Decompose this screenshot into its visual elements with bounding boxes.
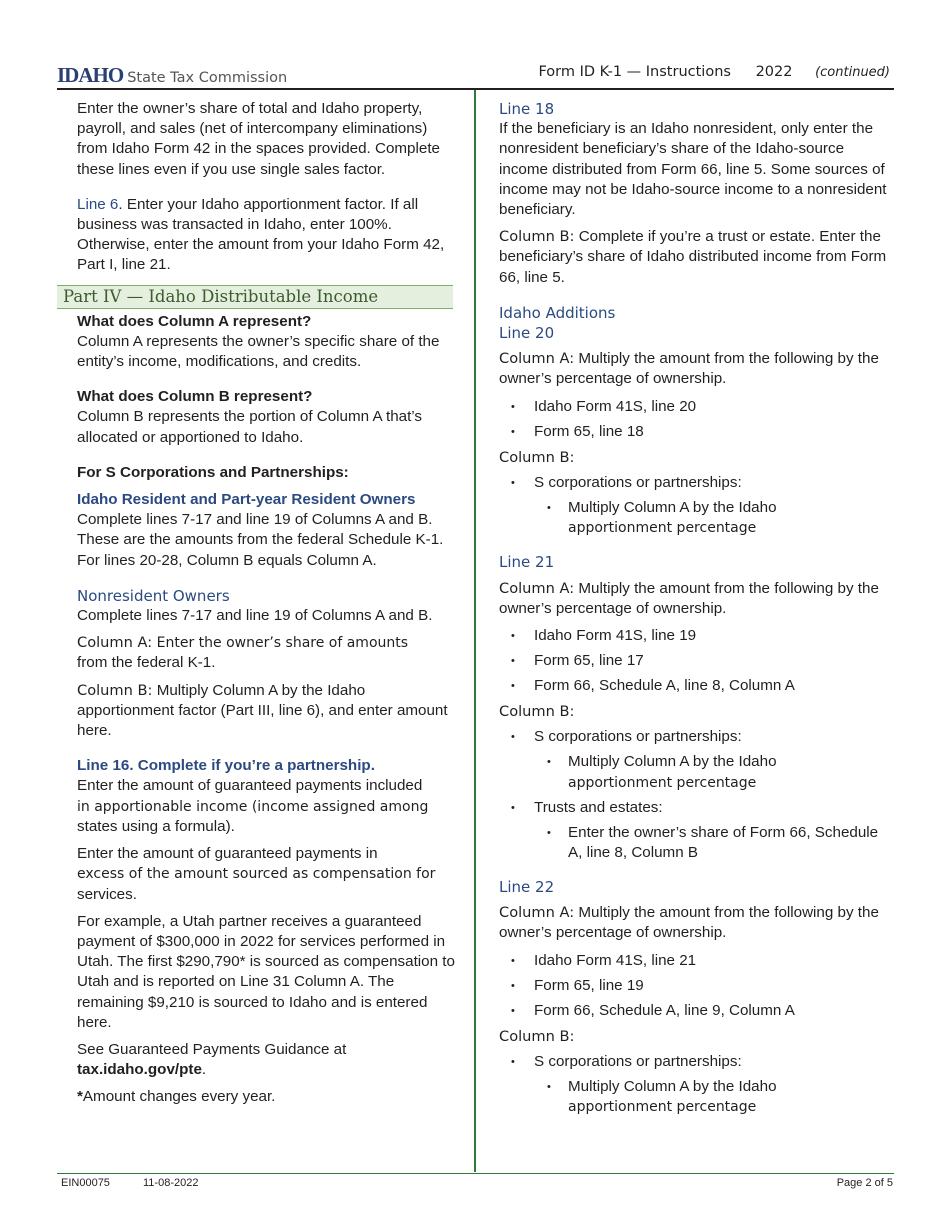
line21-list [499,626,889,696]
continued-label: (continued) [815,65,890,80]
list-item: • Form 65, line 18 [499,422,889,442]
nonresident-owners-heading: Nonresident Owners [77,586,230,605]
line16-paragraph-1 [77,776,457,837]
list-item: • S corporations or partnerships: [499,473,889,493]
guidance-period: . [201,1061,207,1079]
page-header [57,60,894,90]
list-item: • S corporations or partnerships: [499,727,889,747]
resident-owners-heading: Idaho Resident and Part-year Resident Owners [77,491,416,509]
line18-column-b-label: Column B: [499,228,575,246]
column-b-answer: Column B represents the portion of Column A that’s allocated or apportioned to Idaho. [77,408,423,446]
idaho-logo [57,63,287,88]
form-title-block [538,64,890,80]
line20-column-b-list [499,473,889,538]
form-year: 2022 [755,64,793,80]
line6-label: Line 6 [77,195,119,213]
nonresident-column-a-text: Enter the owner’s share of amounts [152,635,409,652]
column-divider [474,90,476,1172]
line16-paragraph-2 [77,844,457,905]
list-item: • Form 65, line 19 [499,976,889,996]
line16-p1-b: in apportionable income (income assigned among [77,798,429,815]
nonresident-column-a [77,633,457,673]
list-item: • S corporations or partnerships: [499,1052,889,1072]
line18-text: If the beneficiary is an Idaho nonresident, only enter the nonresident beneficiary’s share of the Idaho-source income distributed from Form 66, line 5. Some sources of income may not be Idaho-source income to a nonresident beneficiary. [499,120,887,219]
line16-heading: Line 16. Complete if you’re a partnership. [77,757,375,775]
guidance-link[interactable]: tax.idaho.gov/pte [77,1061,202,1079]
property-payroll-paragraph: Enter the owner’s share of total and Idaho property, payroll, and sales (net of intercompany eliminations) from Idaho Form 42 in the spaces provided. Complete these lines even if you use single sales factor. [77,100,440,178]
page-number: Page 2 of 5 [836,1177,893,1189]
line16-p1-c: states using a formula). [77,817,235,835]
list-item: • Form 66, Schedule A, line 8, Column A [499,676,889,696]
line16-p1-a: Enter the amount of guaranteed payments included [77,777,423,795]
nonresident-column-a-label: Column A: [77,634,153,652]
part4-heading: Part IV — Idaho Distributable Income [57,285,453,309]
sub-text-b: apportionment percentage [568,774,757,791]
logo-mark: IDAHO [57,63,124,87]
line22-column-a [499,903,889,943]
list-item: • Form 65, line 17 [499,651,889,671]
line20-column-a [499,349,889,389]
idaho-additions-heading: Idaho Additions [499,303,616,322]
nonresident-column-a-text-2: from the federal K-1. [77,654,216,672]
line22-column-a-label: Column A: [499,904,575,922]
line18-heading: Line 18 [499,100,555,118]
revision-date: 11-08-2022 [143,1177,199,1189]
column-a-answer: Column A represents the owner’s specific share of the entity’s income, modifications, and credits. [77,332,440,371]
list-item: • Idaho Form 41S, line 19 [499,626,889,646]
form-code: EIN00075 [61,1177,110,1189]
sub-text-b: apportionment percentage [568,1099,757,1116]
line22-column-b-list [499,1052,889,1117]
resident-owners-text: Complete lines 7-17 and line 19 of Columns A and B. These are the amounts from the federal Schedule K-1. For lines 20-28, Column B equals Column A. [77,511,444,569]
list-item: • Idaho Form 41S, line 21 [499,951,889,971]
line21-column-a-text: Multiply the amount from the following by the owner’s percentage of ownership. [499,579,879,617]
line20-list [499,397,889,442]
sub-text-a: Multiply Column A by the Idaho [568,1078,777,1096]
list-item-sub [499,498,889,538]
line21-column-a [499,579,889,619]
footnote-text: Amount changes every year. [82,1088,276,1106]
line22-column-b-label: Column B: [499,1027,575,1045]
column-b-question: What does Column B represent? [77,388,313,406]
line16-p2-c: services. [77,885,137,903]
page-footer [61,1177,893,1189]
line16-p2-b: excess of the amount sourced as compensation for [77,866,436,883]
list-item-sub: • Enter the owner’s share of Form 66, Schedule A, line 8, Column B [499,823,889,863]
right-column [499,99,889,1124]
line22-list [499,951,889,1021]
footnote [77,1087,457,1107]
guidance-text: See Guaranteed Payments Guidance at [77,1040,347,1058]
line21-column-b-label: Column B: [499,703,575,721]
line6-paragraph [77,195,457,276]
nonresident-owners-text: Complete lines 7-17 and line 19 of Columns A and B. [77,607,433,625]
list-item: • Form 66, Schedule A, line 9, Column A [499,1001,889,1021]
column-a-question: What does Column A represent? [77,312,312,330]
agency-name: State Tax Commission [127,70,288,86]
sub-text-b: apportionment percentage [568,520,757,537]
line20-column-a-text: Multiply the amount from the following by the owner’s percentage of ownership. [499,350,879,388]
line6-text: . Enter your Idaho apportionment factor. If all business was transacted in Idaho, enter 100%. Otherwise, enter the amount from your Idaho Form 42, Part I, line 21. [77,195,445,274]
line22-heading: Line 22 [499,878,555,897]
list-item-sub [499,752,889,792]
line21-column-a-label: Column A: [499,579,575,597]
nonresident-column-b [77,681,457,742]
footer-rule [57,1173,894,1174]
line18-column-b-text: Complete if you’re a trust or estate. Enter the beneficiary’s share of Idaho distributed income from Form 66, line 5. [499,228,887,286]
guidance-paragraph [77,1040,457,1080]
left-column [63,99,457,1115]
footnote-star: * [77,1088,83,1106]
line18-column-b [499,227,889,288]
line20-column-a-label: Column A: [499,350,575,368]
line22-column-a-text: Multiply the amount from the following by the owner’s percentage of ownership. [499,904,879,942]
line21-heading: Line 21 [499,553,555,572]
s-corp-heading: For S Corporations and Partnerships: [77,463,349,481]
list-item-sub [499,1077,889,1117]
form-title: Form ID K-1 — Instructions [538,64,731,80]
list-item: • Trusts and estates: [499,798,889,818]
list-item: • Idaho Form 41S, line 20 [499,397,889,417]
line16-p2-a: Enter the amount of guaranteed payments in [77,845,378,863]
line20-heading: Line 20 [499,324,555,343]
nonresident-column-b-label: Column B: [77,681,153,699]
nonresident-column-b-text: Multiply Column A by the Idaho apportionment factor (Part III, line 6), and enter amount here. [77,681,448,740]
line21-column-b-list [499,727,889,863]
sub-text-a: Multiply Column A by the Idaho [568,499,777,517]
line20-column-b-label: Column B: [499,448,575,466]
utah-example-paragraph: For example, a Utah partner receives a guaranteed payment of $300,000 in 2022 for services performed in Utah. The first $290,790* is sourced as compensation to Utah and is reported on Line 31 Column A. The remaining $9,210 is sourced to Idaho and is entered here. [77,912,455,1031]
sub-text-a: Multiply Column A by the Idaho [568,753,777,771]
